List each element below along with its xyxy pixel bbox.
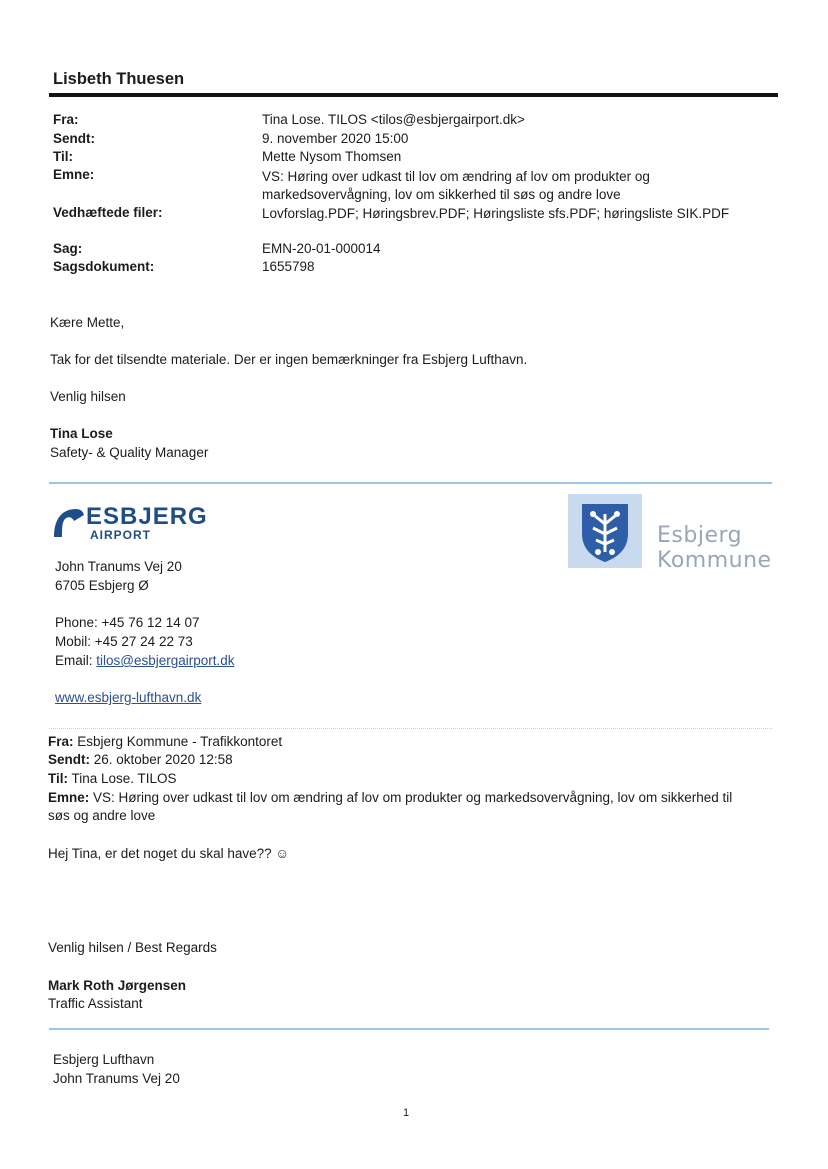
email2-body: Hej Tina, er det noget du skal have?? ☺: [48, 846, 290, 861]
signature-title: Safety- & Quality Manager: [50, 445, 209, 460]
esbjerg-kommune-crest: [568, 494, 642, 568]
sent-label: Sendt:: [53, 131, 95, 146]
signature-name: Tina Lose: [50, 426, 113, 441]
from-value: Tina Lose. TILOS <tilos@esbjergairport.dk>: [262, 112, 525, 127]
kommune-text-line1: Esbjerg: [657, 523, 743, 548]
case-document-label: Sagsdokument:: [53, 259, 155, 274]
email-link[interactable]: tilos@esbjergairport.dk: [96, 653, 235, 668]
subject-label: Emne:: [53, 167, 95, 182]
phone: Phone: +45 76 12 14 07: [55, 615, 200, 630]
from-label: Fra:: [53, 112, 79, 127]
email2-to-label: Til:: [48, 771, 68, 786]
mobile: Mobil: +45 27 24 22 73: [55, 634, 193, 649]
quoted-divider: [49, 728, 772, 729]
case-document-value: 1655798: [262, 259, 315, 274]
email2-subject-value: VS: Høring over udkast til lov om ændring af lov om produkter og markedsovervågning, lov om sikkerhed til: [89, 790, 733, 805]
attachments-value[interactable]: Lovforslag.PDF; Høringsbrev.PDF; Høringsliste sfs.PDF; høringsliste SIK.PDF: [262, 206, 730, 221]
email2-from-value: Esbjerg Kommune - Trafikkontoret: [73, 734, 283, 749]
email2-subject: [48, 790, 732, 805]
to-value: Mette Nysom Thomsen: [262, 149, 402, 164]
body-text: Tak for det tilsendte materiale. Der er ingen bemærkninger fra Esbjerg Lufthavn.: [50, 352, 528, 367]
logo-sub: AIRPORT: [90, 528, 151, 542]
sender-name: Lisbeth Thuesen: [53, 70, 185, 88]
email2-subject-cont: søs og andre love: [48, 808, 156, 823]
header-rule: [49, 93, 778, 97]
crest-icon: [568, 494, 642, 568]
email2-sent-label: Sendt:: [48, 752, 90, 767]
footer-line1: Esbjerg Lufthavn: [53, 1052, 155, 1067]
email2-sent: [48, 752, 233, 767]
sent-value: 9. november 2020 15:00: [262, 131, 409, 146]
case-value: EMN-20-01-000014: [262, 241, 381, 256]
email-label: Email:: [55, 653, 97, 668]
email-line: [55, 653, 235, 668]
airport-swoosh-icon: [52, 505, 86, 539]
email2-sent-value: 26. oktober 2020 12:58: [90, 752, 233, 767]
signature-divider: [49, 482, 772, 484]
email2-from: [48, 734, 282, 749]
address-line2: 6705 Esbjerg Ø: [55, 578, 149, 593]
attachments-label: Vedhæftede filer:: [53, 205, 163, 220]
address-line1: John Tranums Vej 20: [55, 559, 182, 574]
website-link[interactable]: www.esbjerg-lufthavn.dk: [55, 690, 202, 705]
subject-value-cont: markedsovervågning, lov om sikkerhed til søs og andre love: [262, 187, 621, 202]
email2-to-value: Tina Lose. TILOS: [68, 771, 177, 786]
email2-subject-label: Emne:: [48, 790, 90, 805]
email2-signature-name: Mark Roth Jørgensen: [48, 978, 187, 993]
footer-line2: John Tranums Vej 20: [53, 1071, 180, 1086]
to-label: Til:: [53, 149, 73, 164]
page-number: 1: [403, 1107, 410, 1119]
case-label: Sag:: [53, 241, 83, 256]
email2-to: [48, 771, 177, 786]
email2-signature-divider: [49, 1028, 769, 1030]
email2-closing: Venlig hilsen / Best Regards: [48, 940, 217, 955]
esbjerg-airport-logo: [52, 503, 208, 543]
logo-word: ESBJERG: [86, 503, 208, 530]
subject-value: VS: Høring over udkast til lov om ændring af lov om produkter og: [262, 169, 650, 184]
email2-signature-title: Traffic Assistant: [48, 996, 143, 1011]
kommune-text-line2: Kommune: [657, 548, 772, 573]
closing: Venlig hilsen: [50, 389, 126, 404]
email2-from-label: Fra:: [48, 734, 74, 749]
greeting: Kære Mette,: [50, 315, 125, 330]
